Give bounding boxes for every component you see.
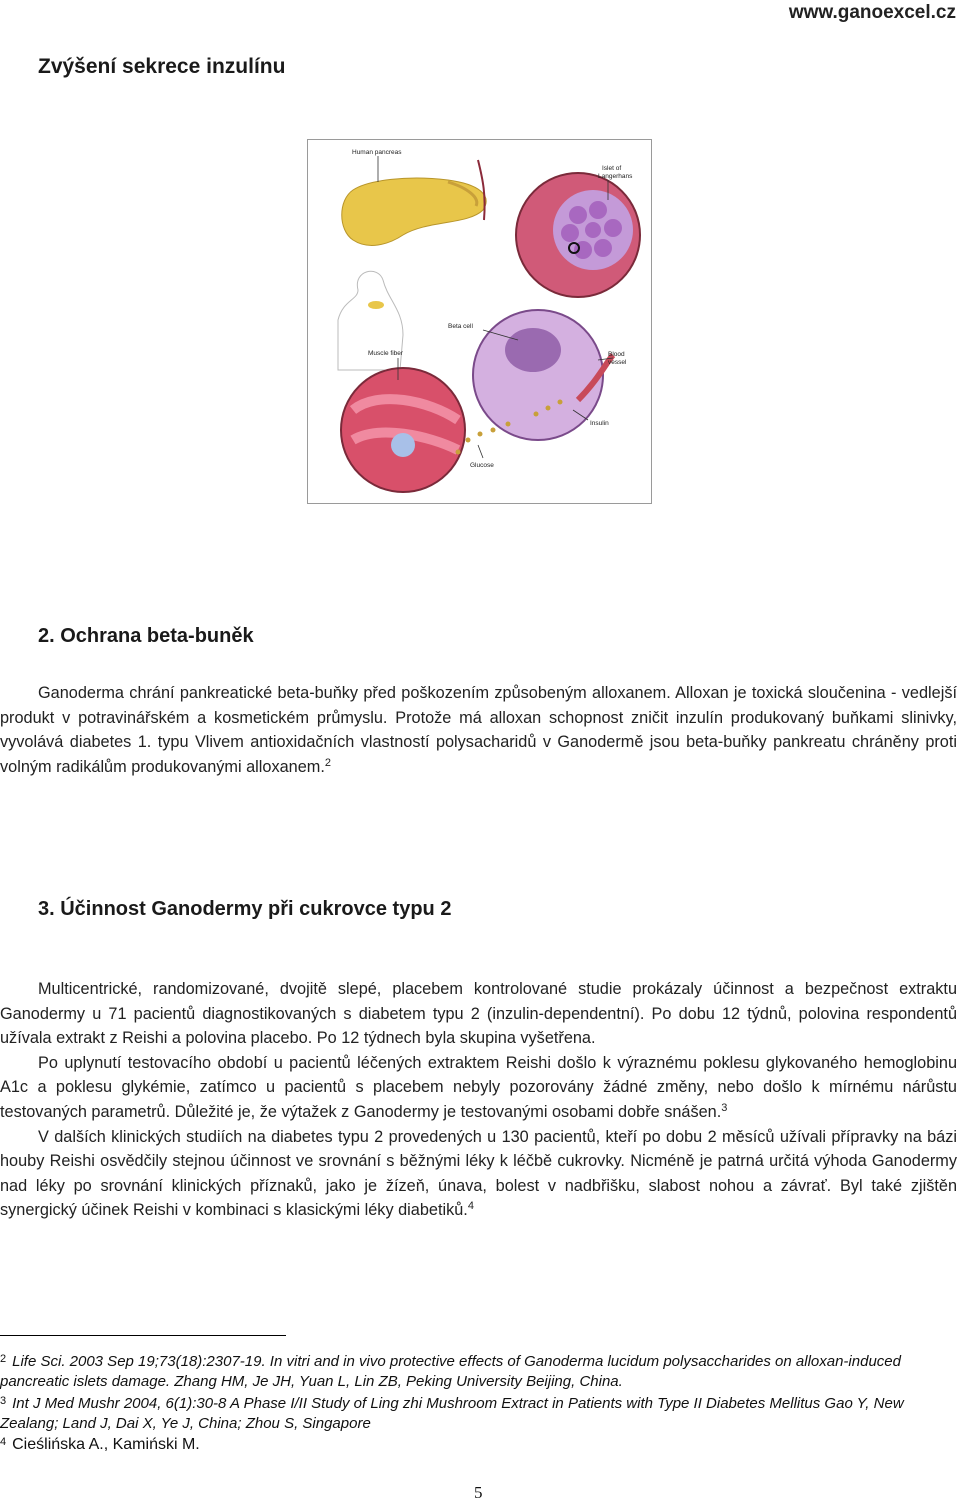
section2-text: Ganoderma chrání pankreatické beta-buňky před poškozením způsobeným alloxanem. Alloxan je toxická sloučenina - vedlejší produkt v potravinářském a kosmetickém průmyslu. Protože má alloxan schopnost zničit inzulín produkovaný buňkami slinivky, vyvolává diabetes 1. typu Vlivem antioxidačních vlastností polysacharidů v Ganodermě jsou beta-buňky pankreatu chráněny proti volným radikálům produkovanými alloxanem. (0, 684, 957, 776)
section3-p2: Po uplynutí testovacího období u pacientů léčených extraktem Reishi došlo k výraznému poklesu glykovaného hemoglobinu A1c a poklesu glykémie, zatímco u pacientů s placebem nebyly pozorovány žádné změny, nebo došlo k mírnému nárůstu testovaných parametrů. Důležité je, že výtažek z Ganodermy je testovanými osobami dobře snášen. (0, 1053, 957, 1121)
section2-paragraph (0, 681, 957, 779)
ref-4: 4 (467, 1200, 474, 1213)
label-human-pancreas: Human pancreas (352, 149, 402, 156)
section-title-beta-cells: 2. Ochrana beta-buněk (38, 625, 254, 647)
footnote-2-text: Life Sci. 2003 Sep 19;73(18):2307-19. In vitri and in vivo protective effects of Ganoderma lucidum polysaccharides on alloxan-induced pancreatic islets damage. Zhang HM, Je JH, Yuan L, Lin ZB, Peking University Beijing, China. (0, 1353, 901, 1390)
footnote-2-num: 2 (0, 1353, 7, 1365)
label-insulin: Insulin (590, 420, 609, 427)
label-blood-2: vessel (608, 359, 627, 366)
site-url: www.ganoexcel.cz (788, 2, 956, 23)
footnote-4 (0, 1432, 958, 1455)
label-glucose: Glucose (470, 462, 494, 469)
ref-2: 2 (324, 756, 331, 769)
footnote-4-num: 4 (0, 1436, 7, 1448)
label-muscle-fiber: Muscle fiber (368, 350, 404, 357)
footnote-3 (0, 1391, 958, 1434)
section3-p3: V dalších klinických studiích na diabetes typu 2 provedených u 130 pacientů, kteří po dobu 2 měsíců užívali přípravky na bázi houby Reishi osvědčily stejnou účinnost ve srovnání s běžnými léky k léčbě cukrovky. Nicméně je patrná určitá výhoda Ganodermy nad léky po srovnání klinických příznaků, jako je žízeň, únava, bolest v nadbřišku, slabost nohou a závrať. Byl také zjištěn synergický účinek Reishi v kombinaci s klasickými léky diabetiků. (0, 1127, 957, 1220)
footnote-4-text: Cieślińska A., Kamiński M. (12, 1436, 200, 1453)
footnote-divider (0, 1335, 286, 1336)
section-title-insulin: Zvýšení sekrece inzulínu (38, 55, 286, 78)
page-number: 5 (474, 1483, 483, 1502)
label-islet-1: Islet of (602, 165, 622, 172)
footnote-3-text: Int J Med Mushr 2004, 6(1):30-8 A Phase I/II Study of Ling zhi Mushroom Extract in Patients with Type II Diabetes Mellitus Gao Y, New Zealang; Land J, Dai X, Ye J, China; Zhou S, Singapore (0, 1395, 904, 1432)
label-islet-2: Langerhans (598, 173, 633, 180)
label-blood-1: Blood (608, 351, 625, 358)
footnote-2 (0, 1349, 958, 1392)
pancreas-illustration (307, 139, 652, 504)
section-title-efficacy: 3. Účinnost Ganodermy při cukrovce typu 2 (38, 898, 452, 920)
section3-p1: Multicentrické, randomizované, dvojitě slepé, placebem kontrolované studie prokázaly účinnost a bezpečnost extraktu Ganodermy u 71 pacientů diagnostikovaných s diabetem typu 2 (inzulin-dependentní). Po dobu 12 týdnů, polovina respondentů užívala extrakt z Reishi a polovina placebo. Po 12 týdnech byla skupina vyšetřena. (0, 980, 957, 1048)
section3-body (0, 977, 957, 1223)
footnote-3-num: 3 (0, 1395, 7, 1407)
ref-3: 3 (721, 1101, 728, 1114)
label-beta-cell: Beta cell (448, 323, 473, 330)
